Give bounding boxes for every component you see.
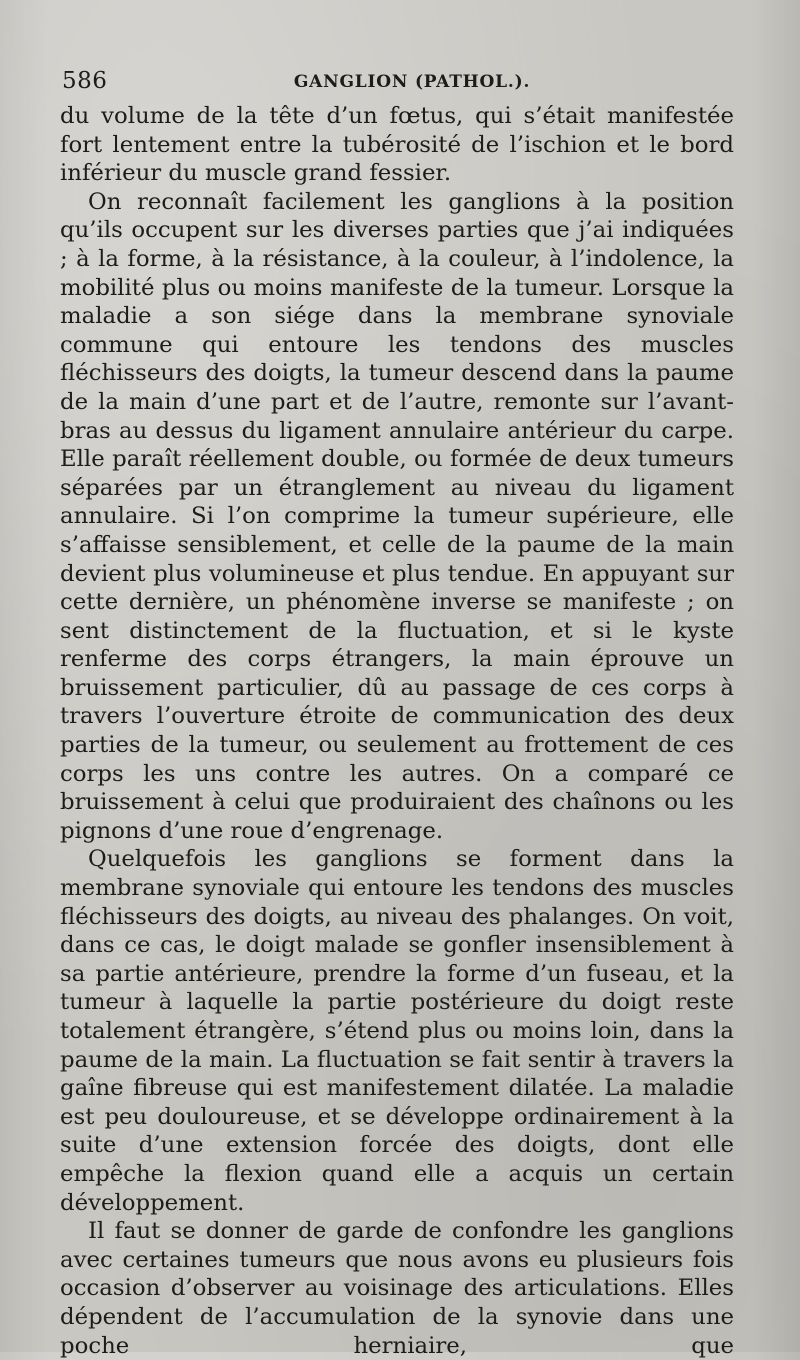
page-number: 586 <box>62 68 108 94</box>
paragraph-runs-over: Il faut se donner de garde de confondre les ganglions avec certaines tumeurs que nous avons eu plusieurs fois occasion d’observer au voisinage des articulations. Elles dépendent de l’accumulation de la synovie dans une poche herniaire, que <box>60 1218 734 1359</box>
running-head <box>60 66 734 102</box>
paragraph-continued: du volume de la tête d’un fœtus, qui s’était manifestée fort lentement entre la tubérosité de l’ischion et le bord inférieur du muscle grand fessier. <box>60 103 734 187</box>
body-text <box>60 102 734 1360</box>
paragraph: Quelquefois les ganglions se forment dans la membrane synoviale qui entoure les tendons des muscles fléchisseurs des doigts, au niveau des phalanges. On voit, dans ce cas, le doigt malade se gonfler insensiblement à sa partie antérieure, prendre la forme d’un fuseau, et la tumeur à laquelle la partie postérieure du doigt reste totalement étrangère, s’étend plus ou moins loin, dans la paume de la main. La fluctuation se fait sentir à travers la gaîne fibreuse qui est manifestement dilatée. La maladie est peu douloureuse, et se développe ordinairement à la suite d’une extension forcée des doigts, dont elle empêche la flexion quand elle a acquis un certain développement. <box>60 846 734 1216</box>
running-title: GANGLION (PATHOL.). <box>293 72 531 92</box>
book-page <box>60 66 734 1360</box>
paragraph: On reconnaît facilement les ganglions à la position qu’ils occupent sur les diverses parties que j’ai indiquées ; à la forme, à la résistance, à la couleur, à l’indolence, la mobilité plus ou moins manifeste de la tumeur. Lorsque la maladie a son siége dans la membrane synoviale commune qui entoure les tendons des muscles fléchisseurs des doigts, la tumeur descend dans la paume de la main d’une part et de l’autre, remonte sur l’avant-bras au dessus du ligament annulaire antérieur du carpe. Elle paraît réellement double, ou formée de deux tumeurs séparées par un étranglement au niveau du ligament annulaire. Si l’on comprime la tumeur supérieure, elle s’affaisse sensiblement, et celle de la paume de la main devient plus volumineuse et plus tendue. En appuyant sur cette dernière, un phénomène inverse se manifeste ; on sent distinctement de la fluctuation, et si le kyste renferme des corps étrangers, la main éprouve un bruissement particulier, dû au passage de ces corps à travers l’ouverture étroite de communication des deux parties de la tumeur, ou seulement au frottement de ces corps les uns contre les autres. On a comparé ce bruissement à celui que produiraient des chaînons ou les pignons d’une roue d’engrenage. <box>60 188 734 844</box>
